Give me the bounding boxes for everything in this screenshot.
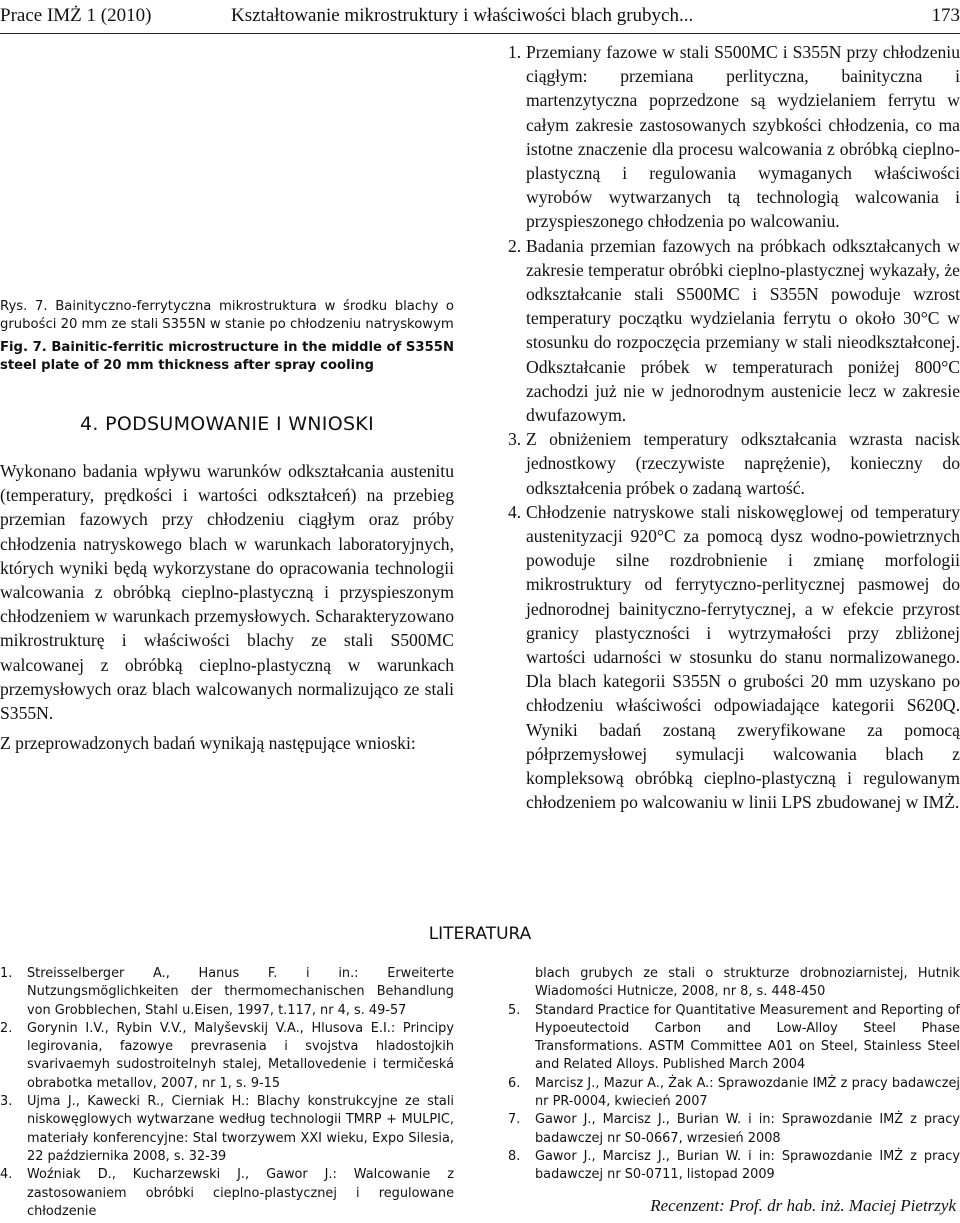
reference-item — [508, 1075, 960, 1112]
conclusion-text: Badania przemian fazowych na próbkach odkształcanych w zakresie temperatur obróbki cieplno-plastycznej wykazały, że odkształcanie stali S500MC i S355N powoduje wzrost temperatury początku wydzielania ferrytu o około 30°C w stosunku do rozpoczęcia przemiany w stali nieodkształconej. Odkształcanie próbek w temperaturach poniżej 800°C zachodzi już nie w jednorodnym austenicie lecz w zakresie dwufazowym. — [526, 235, 960, 426]
page-number: 173 — [931, 5, 960, 26]
reference-text: Gawor J., Marcisz J., Burian W. i in: Sprawozdanie IMŻ z pracy badawczej nr S0-0711, listopad 2009 — [535, 1148, 960, 1183]
reference-number: 7. — [508, 1112, 521, 1128]
conclusion-item — [508, 234, 960, 428]
conclusions-intro: Z przeprowadzonych badań wynikają następujące wnioski: — [0, 733, 416, 754]
conclusion-item — [508, 500, 960, 815]
article-running-title: Kształtowanie mikrostruktury i właściwości blach grubych... — [231, 5, 694, 26]
reference-item — [0, 1093, 454, 1166]
reference-number: 5. — [508, 1002, 521, 1018]
figure-placeholder — [0, 40, 454, 298]
reference-item — [0, 1166, 454, 1221]
section-heading: 4. PODSUMOWANIE I WNIOSKI — [80, 413, 374, 435]
reference-number: 8. — [508, 1148, 521, 1164]
reference-item — [508, 1002, 960, 1075]
conclusion-number: 2. — [508, 235, 522, 256]
journal-name: Prace IMŻ 1 (2010) — [0, 5, 152, 26]
conclusion-text: Przemiany fazowe w stali S500MC i S355N przy chłodzeniu ciągłym: przemiana perlityczna, bainityczna i martenzytyczna poprzedzone są wydzielaniem ferrytu w całym zakresie zastosowanych szybkości chłodzenia, co ma istotne znaczenie dla procesu walcowania z obróbką cieplno-plastyczną i regulowania wymaganych właściwości wyrobów wytwarzanych tą technologią walcowania i przyspieszonego chłodzenia po walcowaniu. — [526, 42, 960, 232]
header-rule — [0, 33, 960, 34]
reference-text: Streisselberger A., Hanus F. i in.: Erweiterte Nutzungsmöglichkeiten der thermomechanischen Behandlung von Grobblechen, Stahl u.Eisen, 1997, t.117, nr 4, s. 49-57 — [27, 966, 454, 1018]
figure-caption-polish: Rys. 7. Bainityczno-ferrytyczna mikrostruktura w środku blachy o grubości 20 mm ze stali S355N w stanie po chłodzeniu natryskowym — [0, 299, 454, 332]
references-right-column — [508, 965, 960, 1185]
conclusion-item — [508, 40, 960, 234]
reference-item — [508, 1148, 960, 1185]
figure-caption-english: Fig. 7. Bainitic-ferritic microstructure in the middle of S355N steel plate of 20 mm thickness after spray cooling — [0, 340, 454, 373]
reviewer-note: Recenzent: Prof. dr hab. inż. Maciej Pietrzyk — [650, 1196, 956, 1215]
reference-number: 2. — [0, 1020, 13, 1036]
right-column — [508, 40, 960, 815]
conclusion-number: 4. — [508, 501, 522, 522]
reference-number: 4. — [0, 1167, 13, 1183]
reference-text: Ujma J., Kawecki R., Cierniak H.: Blachy konstrukcyjne ze stali niskowęglowych wytwarzane według technologii TMRP + MULPIC, materiały konferencyjne: Stal tworzywem XXI wieku, Expo Silesia, 22 października 2008, s. 32-39 — [27, 1094, 454, 1164]
reference-text: Gawor J., Marcisz J., Burian W. i in: Sprawozdanie IMŻ z pracy badawczej nr S0-0667, wrzesień 2008 — [535, 1112, 960, 1146]
conclusion-item — [508, 427, 960, 500]
reference-item — [0, 965, 454, 1020]
reference-continuation — [508, 965, 960, 1002]
reference-number: 3. — [0, 1094, 13, 1110]
reference-number: 6. — [508, 1075, 521, 1091]
conclusion-text: Chłodzenie natryskowe stali niskowęglowej od temperatury austenityzacji 920°C za pomocą dysz wodno-powietrznych powoduje silne rozdrobnienie i zmianę morfologii mikrostruktury od ferrytyczno-perlitycznej pasmowej do jednorodnej bainityczno-ferrytycznej, a w efekcie przyrost granicy plastyczności i wytrzymałości przy zbliżonej wartości udarności w stosunku do stanu normalizowanego. Dla blach kategorii S355N o grubości 20 mm uzyskano po chłodzeniu właściwości odpowiadające kategorii S620Q. Wyniki badań zostaną zweryfikowane za pomocą półprzemysłowej symulacji walcowania blach z kompleksową obróbką cieplno-plastyczną i regulowanym chłodzeniem po walcowaniu w linii LPS zbudowanej w IMŻ. — [526, 501, 960, 813]
conclusions-list — [508, 40, 960, 815]
conclusion-text: Z obniżeniem temperatury odkształcania wzrasta nacisk jednostkowy (rzeczywiste naprężenie), konieczny do odkształcenia próbek o zadaną wartość. — [526, 429, 960, 498]
literature-heading: LITERATURA — [428, 924, 532, 944]
reference-text: Woźniak D., Kucharzewski J., Gawor J.: Walcowanie z zastosowaniem obróbki cieplno-plastycznej i regulowane chłodzenie — [27, 1167, 454, 1219]
reference-item — [0, 1020, 454, 1093]
reference-text: blach grubych ze stali o strukturze drobnoziarnistej, Hutnik Wiadomości Hutnicze, 2008, nr 8, s. 448-450 — [535, 966, 960, 1000]
reference-number: 1. — [0, 966, 13, 981]
conclusion-number: 1. — [508, 42, 522, 62]
reference-text: Marcisz J., Mazur A., Żak A.: Sprawozdanie IMŻ z pracy badawczej nr PR-0004, kwiecień 2007 — [535, 1075, 960, 1110]
reference-text: Standard Practice for Quantitative Measurement and Reporting of Hypoeutectoid Carbon and Low-Alloy Steel Phase Transformations. ASTM Committee A01 on Steel, Stainless Steel and Related Alloys. Published March 2004 — [535, 1002, 960, 1073]
reference-text: Gorynin I.V., Rybin V.V., Malyševskij V.A., Hlusova E.I.: Principy legirovania, fazowye prevrasenia i svojstva hladostojkih svarivaemyh sudostroitelnyh stalej, Metallovedenie i termičeská obrabotka metallov, 2007, nr 1, s. 9-15 — [27, 1020, 454, 1091]
summary-paragraph: Wykonano badania wpływu warunków odkształcania austenitu (temperatury, prędkości i wartości odkształceń) na przebieg przemian fazowych przy chłodzeniu ciągłym oraz próby chłodzenia natryskowego blach w warunkach laboratoryjnych, których wyniki będą wykorzystane do opracowania technologii walcowania z obróbką cieplno-plastyczną i przyspieszonym chłodzeniem w warunkach przemysłowych. Scharakteryzowano mikrostrukturę i właściwości blachy ze stali S500MC walcowanej z obróbką cieplno-plastyczną w warunkach przemysłowych oraz blach walcowanych normalizująco ze stali S355N. — [0, 461, 454, 724]
reference-item — [508, 1111, 960, 1148]
conclusion-number: 3. — [508, 429, 522, 450]
left-column — [0, 40, 454, 755]
running-header — [0, 0, 960, 36]
references-left-column — [0, 965, 454, 1221]
